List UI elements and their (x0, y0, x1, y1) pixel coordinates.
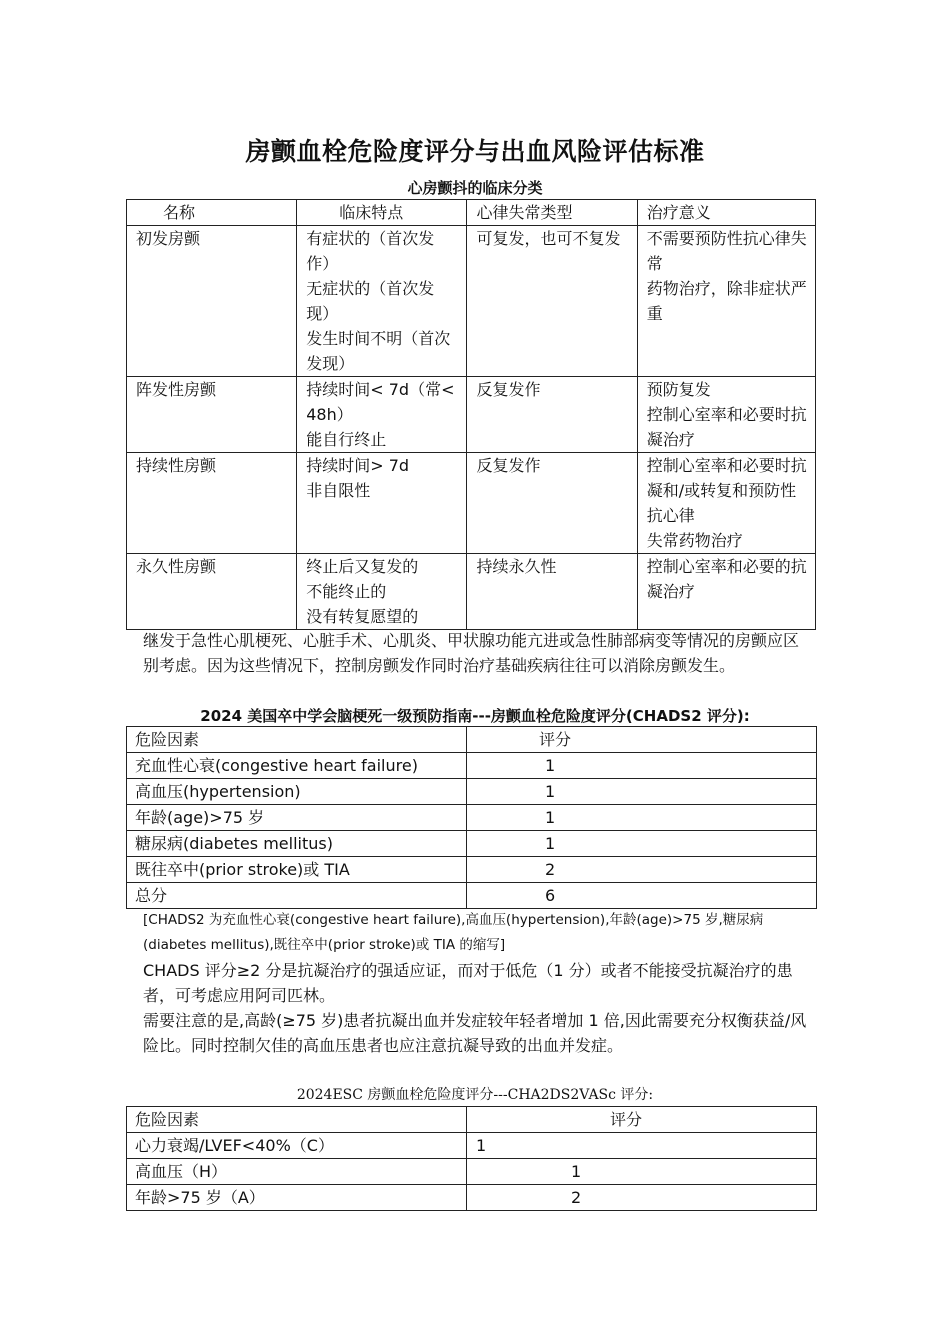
table-cell: 高血压(hypertension) (127, 779, 467, 805)
table-cell: 永久性房颤 (127, 554, 297, 630)
score-cell: 1 (467, 1133, 817, 1159)
table-cell: 控制心室率和必要时抗凝和/或转复和预防性抗心律 失常药物治疗 (637, 453, 815, 554)
chads2-paragraph-1: CHADS 评分≥2 分是抗凝治疗的强适应证，而对于低危（1 分）或者不能接受抗凝治疗的患者，可考虑应用阿司匹林。 (143, 961, 793, 1005)
table-header-row (127, 1107, 817, 1133)
header-cell: 心律失常类型 (467, 200, 637, 226)
section3-heading: 2024ESC 房颤血栓危险度评分---CHA2DS2VASc 评分: (296, 1087, 654, 1103)
header-cell: 名称 (127, 200, 297, 226)
table-cell: 终止后又复发的 不能终止的 没有转复愿望的 (297, 554, 467, 630)
table-cell: 总分 (127, 883, 467, 909)
table-cell: 年龄>75 岁（A） (127, 1185, 467, 1211)
table-row (127, 805, 817, 831)
table-row (127, 857, 817, 883)
af-classification-table (126, 199, 816, 630)
table-row (127, 831, 817, 857)
table-cell: 可复发，也可不复发 (467, 226, 637, 377)
table-cell: 高血压（H） (127, 1159, 467, 1185)
table-row (127, 779, 817, 805)
header-cell: 危险因素 (127, 1107, 467, 1133)
header-cell: 临床特点 (297, 200, 467, 226)
score-cell: 2 (467, 1185, 817, 1211)
score-cell: 1 (467, 779, 817, 805)
table-cell: 持续时间> 7d 非自限性 (297, 453, 467, 554)
score-cell: 1 (467, 805, 817, 831)
cha2ds2vasc-table (126, 1106, 817, 1211)
score-cell: 2 (467, 857, 817, 883)
table-cell: 不需要预防性抗心律失常 药物治疗，除非症状严重 (637, 226, 815, 377)
table-row (127, 753, 817, 779)
table-row (127, 226, 816, 377)
table-cell: 持续性房颤 (127, 453, 297, 554)
table-cell: 充血性心衰(congestive heart failure) (127, 753, 467, 779)
header-cell: 评分 (467, 727, 817, 753)
score-cell: 1 (467, 1159, 817, 1185)
table-cell: 阵发性房颤 (127, 377, 297, 453)
table-cell: 既往卒中(prior stroke)或 TIA (127, 857, 467, 883)
header-cell: 评分 (467, 1107, 817, 1133)
section2-heading: 2024 美国卒中学会脑梗死一级预防指南---房颤血栓危险度评分(CHADS2 评分): (200, 707, 750, 725)
table-cell: 糖尿病(diabetes mellitus) (127, 831, 467, 857)
table-row (127, 1133, 817, 1159)
table-cell: 初发房颤 (127, 226, 297, 377)
score-cell: 6 (467, 883, 817, 909)
table-cell: 反复发作 (467, 377, 637, 453)
section1-heading: 心房颤抖的临床分类 (407, 179, 543, 197)
table-row (127, 453, 816, 554)
table-cell: 反复发作 (467, 453, 637, 554)
header-cell: 治疗意义 (637, 200, 815, 226)
table-row (127, 1185, 817, 1211)
classification-note: 继发于急性心肌梗死、心脏手术、心肌炎、甲状腺功能亢进或急性肺部病变等情况的房颤应区别考虑。因为这些情况下，控制房颤发作同时治疗基础疾病往往可以消除房颤发生。 (143, 631, 800, 675)
score-cell: 1 (467, 753, 817, 779)
table-cell: 心力衰竭/LVEF<40%（C） (127, 1133, 467, 1159)
table-header-row (127, 727, 817, 753)
table-cell: 持续时间< 7d（常< 48h） 能自行终止 (297, 377, 467, 453)
score-cell: 1 (467, 831, 817, 857)
table-row (127, 554, 816, 630)
chads2-table (126, 726, 817, 909)
document-title: 房颤血栓危险度评分与出血风险评估标准 (245, 137, 705, 166)
header-cell: 危险因素 (127, 727, 467, 753)
table-header-row (127, 200, 816, 226)
table-cell: 控制心室率和必要的抗凝治疗 (637, 554, 815, 630)
table-cell: 有症状的（首次发作） 无症状的（首次发现） 发生时间不明（首次发现） (297, 226, 467, 377)
chads2-footnote: [CHADS2 为充血性心衰(congestive heart failure),高血压(hypertension),年龄(age)>75 岁,糖尿病(diabetes mellitus),既往卒中(prior stroke)或 TIA 的缩写] (143, 912, 764, 953)
table-cell: 年龄(age)>75 岁 (127, 805, 467, 831)
table-cell: 预防复发 控制心室率和必要时抗凝治疗 (637, 377, 815, 453)
table-row (127, 377, 816, 453)
table-row (127, 883, 817, 909)
table-row (127, 1159, 817, 1185)
chads2-paragraph-2: 需要注意的是,高龄(≥75 岁)患者抗凝出血并发症较年轻者增加 1 倍,因此需要充分权衡获益/风险比。同时控制欠佳的高血压患者也应注意抗凝导致的出血并发症。 (143, 1011, 807, 1055)
table-cell: 持续永久性 (467, 554, 637, 630)
